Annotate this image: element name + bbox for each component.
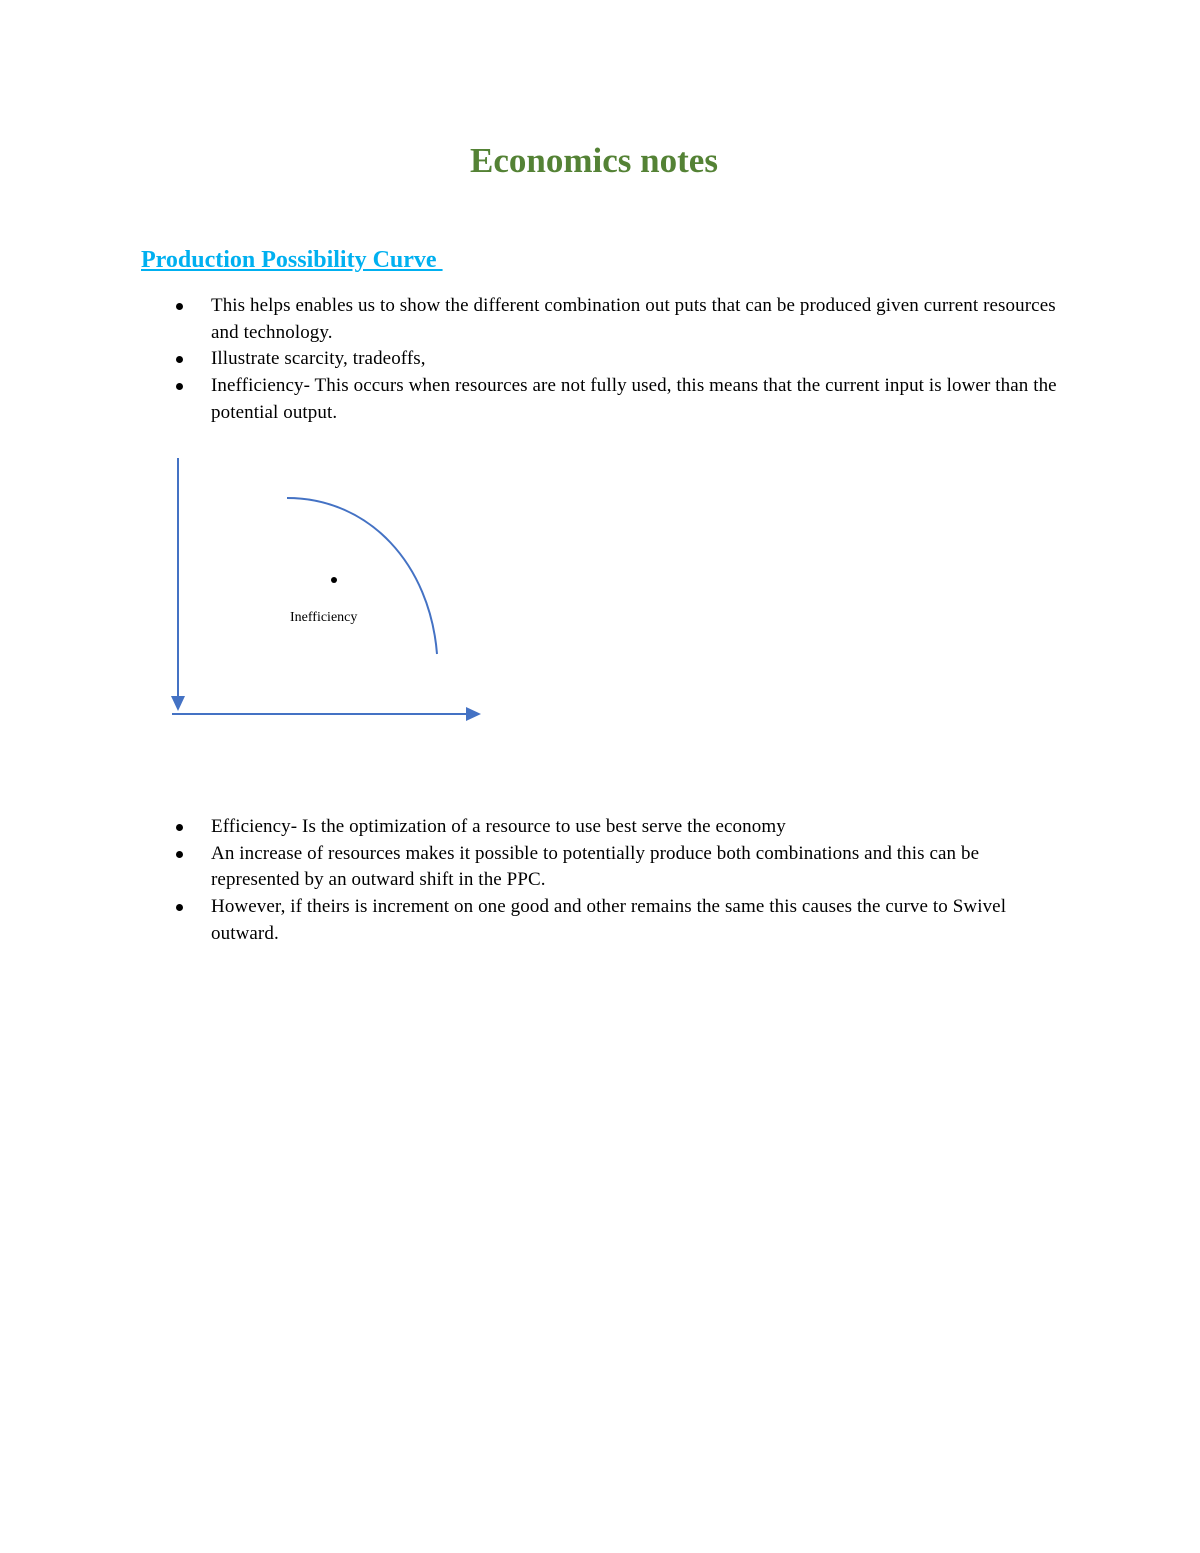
- bullet-icon: [176, 303, 183, 310]
- list-item-text: However, if theirs is increment on one good and other remains the same this causes the curve to Swivel outward.: [211, 896, 1007, 944]
- ppc-diagram-svg: [160, 450, 500, 740]
- x-axis-arrowhead: [466, 707, 481, 721]
- bullet-icon: [176, 356, 183, 363]
- bullet-icon: [176, 904, 183, 911]
- ppc-curve: [287, 498, 437, 654]
- list-item: [0, 346, 1200, 373]
- bullet-list-bottom: [0, 814, 1200, 948]
- bullet-list-top: [0, 293, 1200, 427]
- y-axis-arrowhead: [171, 696, 185, 711]
- list-item: [0, 841, 1200, 894]
- list-item-text: Inefficiency- This occurs when resources are not fully used, this means that the current input is lower than the potential output.: [211, 375, 1057, 423]
- page-title: Economics notes: [470, 141, 718, 180]
- bullet-icon: [176, 824, 183, 831]
- list-item-text: Efficiency- Is the optimization of a resource to use best serve the economy: [211, 816, 786, 837]
- bullet-icon: [176, 383, 183, 390]
- list-item: [0, 373, 1200, 426]
- list-item-text: Illustrate scarcity, tradeoffs,: [211, 348, 426, 370]
- list-item: [0, 814, 1200, 841]
- list-item: [0, 293, 1200, 346]
- bullet-icon: [176, 851, 183, 858]
- list-item-text: An increase of resources makes it possible to potentially produce both combinations and this can be represented by an outward shift in the PPC.: [211, 842, 980, 891]
- list-item: [0, 894, 1200, 947]
- inefficiency-point: [331, 577, 337, 583]
- ppc-diagram: [160, 450, 500, 740]
- section-heading: Production Possibility Curve: [141, 247, 443, 273]
- inefficiency-label: Inefficiency: [290, 610, 358, 625]
- list-item-text: This helps enables us to show the different combination out puts that can be produced given current resources and technology.: [211, 295, 1056, 343]
